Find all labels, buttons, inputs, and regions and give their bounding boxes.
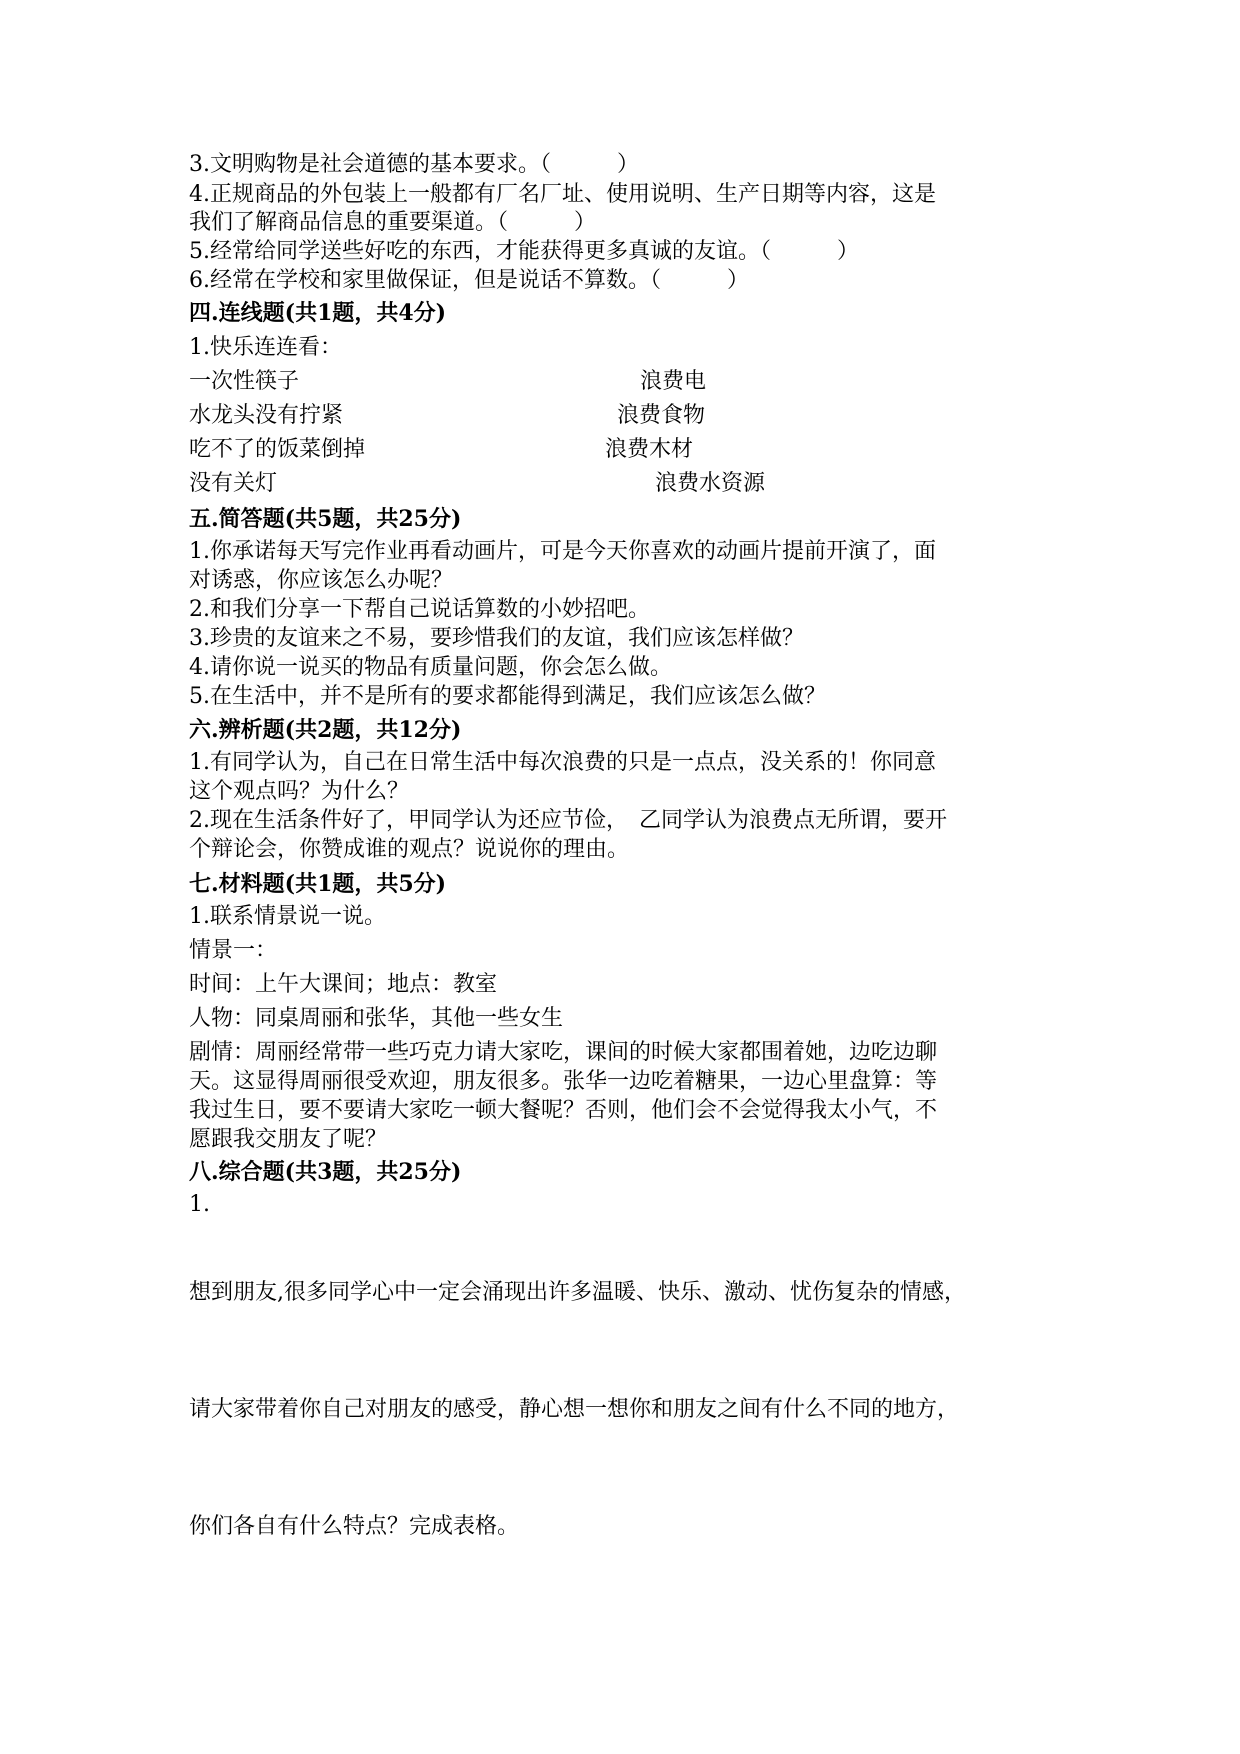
short-answer-line: 3.珍贵的友谊来之不易，要珍惜我们的友谊，我们应该怎样做？ — [189, 626, 804, 651]
matching-question: 1.快乐连连看： — [189, 335, 342, 360]
matching-left-item[interactable]: 一次性筷子 — [189, 369, 300, 394]
matching-left-item[interactable]: 水龙头没有拧紧 — [189, 403, 344, 428]
judge-item-4-line2: 我们了解商品信息的重要渠道。（ ） — [189, 210, 597, 235]
analysis-line: 这个观点吗？为什么？ — [189, 779, 410, 804]
short-answer-line: 4.请你说一说买的物品有质量问题，你会怎么做。 — [189, 655, 672, 680]
comprehensive-number: 1. — [189, 1192, 210, 1217]
comprehensive-line: 请大家带着你自己对朋友的感受，静心想一想你和朋友之间有什么不同的地方， — [189, 1397, 960, 1422]
matching-left-item[interactable]: 吃不了的饭菜倒掉 — [189, 437, 366, 462]
matching-left-item[interactable]: 没有关灯 — [189, 471, 278, 496]
judge-item-6: 6.经常在学校和家里做保证，但是说话不算数。（ ） — [189, 268, 749, 293]
comprehensive-line: 想到朋友,很多同学心中一定会涌现出许多温暖、快乐、激动、忧伤复杂的情感， — [189, 1280, 966, 1305]
short-answer-line: 2.和我们分享一下帮自己说话算数的小妙招吧。 — [189, 597, 650, 622]
matching-right-item[interactable]: 浪费电 — [640, 369, 707, 394]
material-line: 情景一： — [189, 938, 278, 963]
section-heading-short-answer: 五.简答题(共5题，共25分) — [189, 506, 462, 532]
short-answer-line: 对诱惑，你应该怎么办呢？ — [189, 568, 454, 593]
matching-right-item[interactable]: 浪费食物 — [617, 403, 706, 428]
section-heading-analysis: 六.辨析题(共2题，共12分) — [189, 717, 462, 743]
matching-right-item[interactable]: 浪费水资源 — [655, 471, 766, 496]
analysis-line: 2.现在生活条件好了，甲同学认为还应节俭， 乙同学认为浪费点无所谓，要开 — [189, 808, 947, 833]
material-line: 愿跟我交朋友了呢？ — [189, 1127, 388, 1152]
material-line: 时间：上午大课间；地点：教室 — [189, 972, 498, 997]
material-line: 我过生日，要不要请大家吃一顿大餐呢？否则，他们会不会觉得我太小气，不 — [189, 1098, 938, 1123]
material-line: 剧情：周丽经常带一些巧克力请大家吃，课间的时候大家都围着她，边吃边聊 — [189, 1040, 938, 1065]
short-answer-line: 5.在生活中，并不是所有的要求都能得到满足，我们应该怎么做？ — [189, 684, 826, 709]
section-heading-matching: 四.连线题(共1题，共4分) — [189, 300, 447, 326]
section-heading-material: 七.材料题(共1题，共5分) — [189, 871, 447, 897]
analysis-line: 1.有同学认为，自己在日常生活中每次浪费的只是一点点，没关系的！你同意 — [189, 750, 936, 775]
material-line: 人物：同桌周丽和张华，其他一些女生 — [189, 1006, 564, 1031]
analysis-line: 个辩论会，你赞成谁的观点？说说你的理由。 — [189, 837, 630, 862]
matching-right-item[interactable]: 浪费木材 — [605, 437, 694, 462]
judge-item-4-line1: 4.正规商品的外包装上一般都有厂名厂址、使用说明、生产日期等内容，这是 — [189, 182, 936, 207]
material-line: 天。这显得周丽很受欢迎，朋友很多。张华一边吃着糖果，一边心里盘算：等 — [189, 1069, 938, 1094]
short-answer-line: 1.你承诺每天写完作业再看动画片，可是今天你喜欢的动画片提前开演了，面 — [189, 539, 936, 564]
comprehensive-line: 你们各自有什么特点？完成表格。 — [189, 1514, 520, 1539]
material-line: 1.联系情景说一说。 — [189, 904, 386, 929]
judge-item-3: 3.文明购物是社会道德的基本要求。（ ） — [189, 152, 639, 177]
judge-item-5: 5.经常给同学送些好吃的东西，才能获得更多真诚的友谊。（ ） — [189, 239, 859, 264]
section-heading-comprehensive: 八.综合题(共3题，共25分) — [189, 1159, 462, 1185]
